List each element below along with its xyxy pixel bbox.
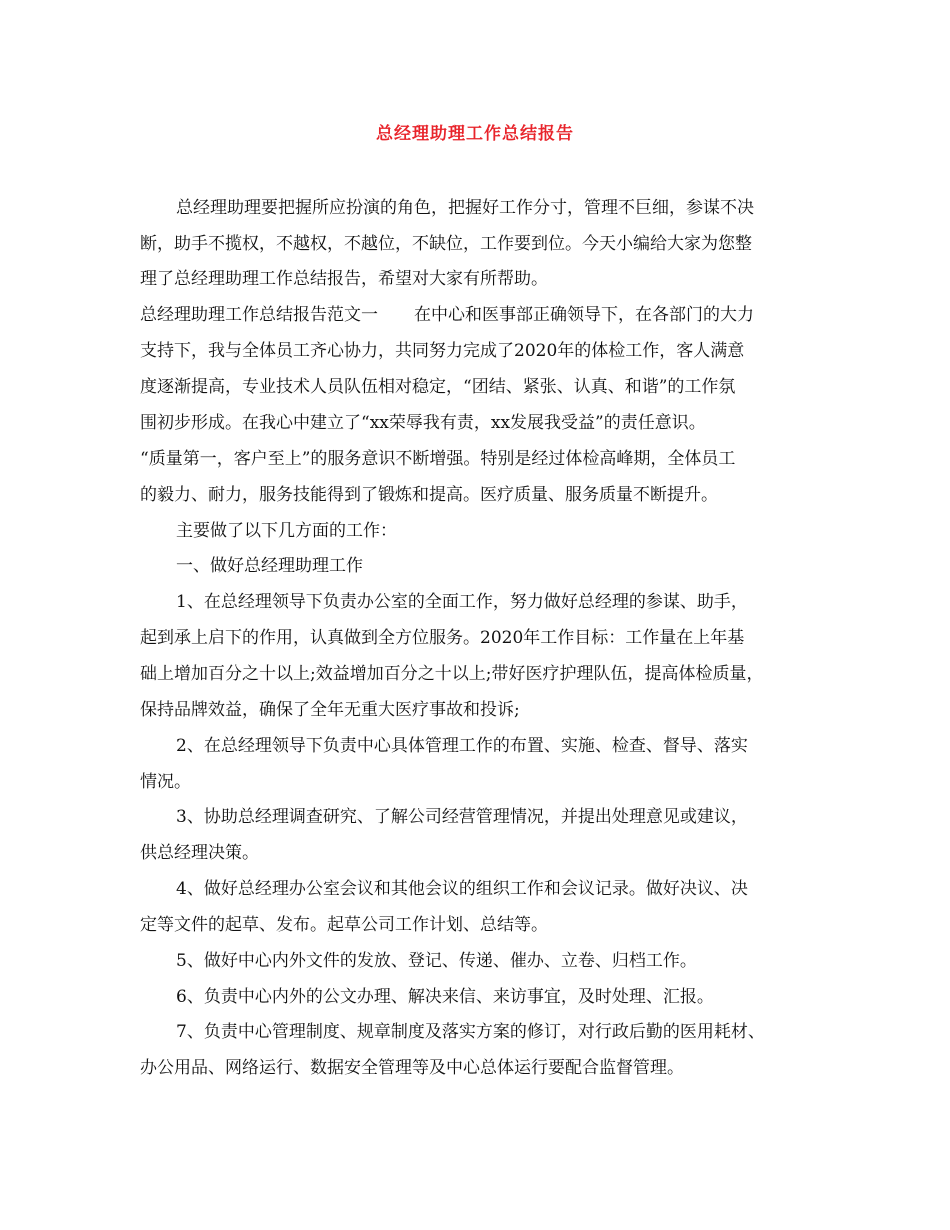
body-line: 围初步形成。在我心中建立了“xx荣辱我有责，xx发展我受益”的责任意识。 bbox=[140, 413, 706, 433]
body-line: 一、做好总经理助理工作 bbox=[176, 556, 363, 576]
body-line: 支持下，我与全体员工齐心协力，共同努力完成了2020年的体检工作，客人满意 bbox=[140, 341, 745, 361]
section-heading: 总经理助理工作总结报告范文一 bbox=[140, 305, 378, 325]
body-line: 保持品牌效益，确保了全年无重大医疗事故和投诉; bbox=[140, 700, 520, 720]
body-line: 度逐渐提高，专业技术人员队伍相对稳定，“团结、紧张、认真、和谐”的工作氛 bbox=[140, 377, 736, 397]
document-title: 总经理助理工作总结报告 bbox=[376, 124, 574, 144]
body-line: 办公用品、网络运行、数据安全管理等及中心总体运行要配合监督管理。 bbox=[140, 1058, 684, 1078]
body-line: 4、做好总经理办公室会议和其他会议的组织工作和会议记录。做好决议、决 bbox=[176, 879, 748, 899]
body-line: 供总经理决策。 bbox=[140, 843, 259, 863]
body-line: 5、做好中心内外文件的发放、登记、传递、催办、立卷、归档工作。 bbox=[176, 951, 697, 971]
body-line: 定等文件的起草、发布。起草公司工作计划、总结等。 bbox=[140, 915, 548, 935]
body-line: 总经理助理要把握所应扮演的角色，把握好工作分寸，管理不巨细，参谋不决 bbox=[176, 198, 754, 218]
body-line: 7、负责中心管理制度、规章制度及落实方案的修订，对行政后勤的医用耗材、 bbox=[176, 1022, 765, 1042]
body-line: 2、在总经理领导下负责中心具体管理工作的布置、实施、检查、督导、落实 bbox=[176, 736, 748, 756]
body-line: 础上增加百分之十以上;效益增加百分之十以上;带好医疗护理队伍，提高体检质量， bbox=[140, 664, 764, 684]
body-line: 断，助手不揽权，不越权，不越位，不缺位，工作要到位。今天小编给大家为您整 bbox=[140, 234, 752, 254]
body-line: 主要做了以下几方面的工作： bbox=[176, 521, 397, 541]
body-line: 6、负责中心内外的公文办理、解决来信、来访事宜，及时处理、汇报。 bbox=[176, 987, 714, 1007]
body-line: 1、在总经理领导下负责办公室的全面工作，努力做好总经理的参谋、助手， bbox=[176, 592, 748, 612]
body-line: 起到承上启下的作用，认真做到全方位服务。2020年工作目标：工作量在上年基 bbox=[140, 628, 745, 648]
body-line: 理了总经理助理工作总结报告，希望对大家有所帮助。 bbox=[140, 269, 548, 289]
body-line-continuation: 在中心和医事部正确领导下，在各部门的大力 bbox=[414, 305, 754, 325]
body-line: 3、协助总经理调查研究、了解公司经营管理情况，并提出处理意见或建议， bbox=[176, 807, 748, 827]
body-line: “质量第一，客户至上”的服务意识不断增强。特别是经过体检高峰期，全体员工 bbox=[140, 449, 736, 469]
section-heading-line bbox=[140, 304, 754, 326]
body-line: 的毅力、耐力，服务技能得到了锻炼和提高。医疗质量、服务质量不断提升。 bbox=[140, 485, 718, 505]
body-line: 情况。 bbox=[140, 772, 191, 792]
